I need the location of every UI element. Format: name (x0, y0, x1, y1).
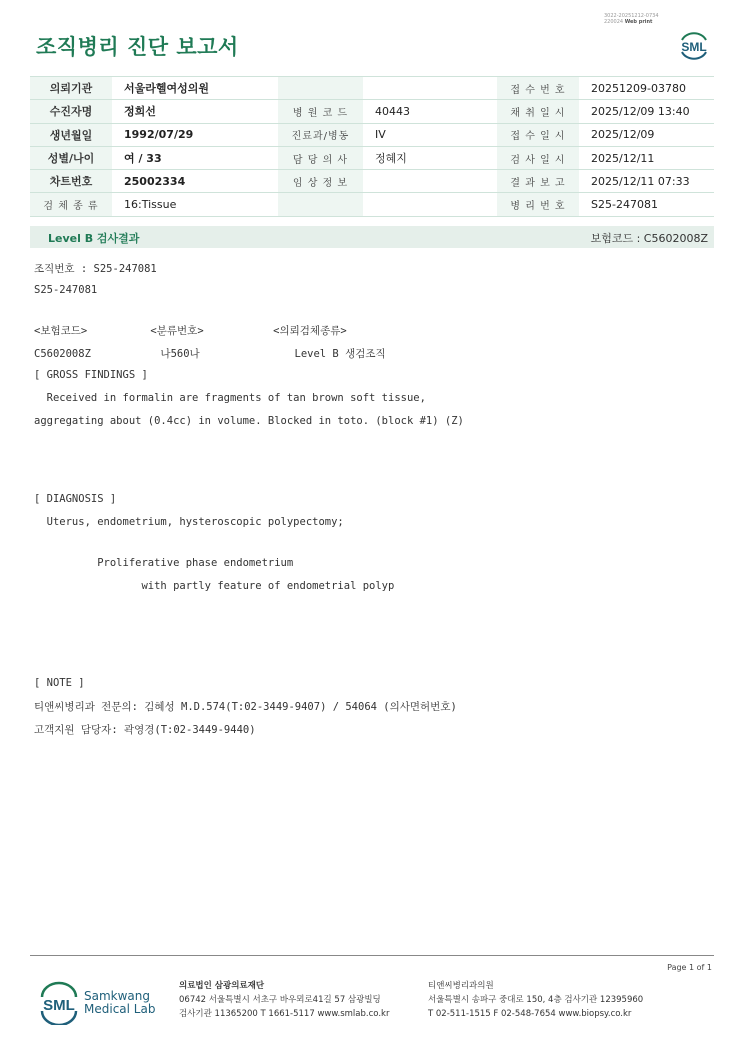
code-headers: <보험코드> <분류번호> <의뢰검체종류> (34, 325, 347, 337)
sml-footer-logo-text: SML (43, 997, 75, 1014)
info-value: 2025/12/11 07:33 (579, 170, 714, 193)
footer-divider (30, 955, 714, 956)
specimen-number: 조직번호 : S25-247081 (34, 263, 157, 275)
info-label: 성별/나이 (30, 146, 112, 169)
diagnosis-detail: with partly feature of endometrial polyp (34, 580, 395, 592)
info-row (30, 146, 714, 169)
info-value: 2025/12/09 13:40 (579, 100, 714, 123)
org-info (179, 979, 389, 1021)
info-value (363, 170, 497, 193)
info-value: 40443 (363, 100, 497, 123)
print-id: 220024 (604, 19, 624, 25)
partner-info (428, 979, 643, 1021)
gross-text-line-1: Received in formalin are fragments of tan brown soft tissue, (34, 392, 426, 404)
info-value: 1992/07/29 (112, 123, 278, 146)
lab-name-line-2: Medical Lab (84, 1002, 156, 1016)
gross-text-line-2: aggregating about (0.4cc) in volume. Blocked in toto. (block #1) (Z) (34, 415, 464, 427)
info-value: 2025/12/11 (579, 146, 714, 169)
info-label: 검 체 종 류 (30, 193, 112, 216)
info-label (278, 193, 363, 216)
insurance-code: 보험코드 : C5602008Z (590, 232, 708, 245)
specimen-id: S25-247081 (34, 284, 98, 296)
info-row (30, 77, 714, 100)
info-row (30, 170, 714, 193)
partner-name: 티앤씨병리과의원 (428, 981, 494, 991)
info-label: 의뢰기관 (30, 77, 112, 100)
info-label: 채 취 일 시 (497, 100, 579, 123)
info-label: 수진자명 (30, 100, 112, 123)
info-value (363, 77, 497, 100)
info-row (30, 123, 714, 146)
info-label: 생년월일 (30, 123, 112, 146)
org-contact: 검사기관 11365200 T 1661-5117 www.smlab.co.kr (179, 1009, 390, 1019)
org-name: 의료법인 삼광의료재단 (179, 981, 265, 991)
code-values: C5602008Z 나560나 Level B 생검조직 (34, 348, 386, 360)
lab-name-line-1: Samkwang (84, 989, 150, 1003)
info-value: 20251209-03780 (579, 77, 714, 100)
info-label: 병 원 코 드 (278, 100, 363, 123)
lab-name (84, 990, 155, 1016)
sml-logo-icon (676, 28, 712, 62)
partner-address: 서울특별시 송파구 중대로 150, 4층 검사기관 12395960 (428, 995, 644, 1005)
info-value: IV (363, 123, 497, 146)
info-label (278, 77, 363, 100)
info-label: 차트번호 (30, 170, 112, 193)
info-row (30, 100, 714, 123)
print-info (604, 13, 659, 25)
info-label: 진료과/병동 (278, 123, 363, 146)
sml-footer-logo-icon (37, 981, 81, 1025)
info-label: 담 당 의 사 (278, 146, 363, 169)
report-title: 조직병리 진단 보고서 (36, 35, 239, 59)
info-value (363, 193, 497, 216)
info-value: S25-247081 (579, 193, 714, 216)
note-heading: [ NOTE ] (34, 677, 85, 689)
patient-info-table (30, 76, 714, 217)
diagnosis-main: Proliferative phase endometrium (34, 557, 294, 569)
info-value: 16:Tissue (112, 193, 278, 216)
org-address: 06742 서울특별시 서초구 바우뫼로41길 57 삼광빌딩 (179, 995, 381, 1005)
support-contact: 고객지원 담당자: 곽영경(T:02-3449-9440) (34, 724, 256, 736)
info-label: 결 과 보 고 (497, 170, 579, 193)
partner-contact: T 02-511-1515 F 02-548-7654 www.biopsy.co.kr (428, 1009, 632, 1019)
gross-heading: [ GROSS FINDINGS ] (34, 369, 148, 381)
info-label: 병 리 번 호 (497, 193, 579, 216)
info-row (30, 193, 714, 216)
info-label: 접 수 일 시 (497, 123, 579, 146)
diagnosis-site: Uterus, endometrium, hysteroscopic polypectomy; (34, 516, 344, 528)
result-section-title: Level B 검사결과 (48, 232, 140, 245)
print-code: 3022-20251212-0734 (604, 13, 659, 19)
page-number: Page 1 of 1 (667, 963, 712, 972)
diagnosis-heading: [ DIAGNOSIS ] (34, 493, 117, 505)
info-value: 정희선 (112, 100, 278, 123)
info-value: 여 / 33 (112, 146, 278, 169)
print-label: Web print (624, 19, 653, 25)
info-label: 임 상 정 보 (278, 170, 363, 193)
info-value: 2025/12/09 (579, 123, 714, 146)
info-value: 서울라헬여성의원 (112, 77, 278, 100)
info-label: 검 사 일 시 (497, 146, 579, 169)
info-value: 정혜지 (363, 146, 497, 169)
info-label: 접 수 번 호 (497, 77, 579, 100)
sml-logo-text: SML (681, 40, 707, 54)
pathologist-info: 티앤씨병리과 전문의: 김혜성 M.D.574(T:02-3449-9407) / 54064 (의사면허번호) (34, 701, 457, 713)
info-value: 25002334 (112, 170, 278, 193)
